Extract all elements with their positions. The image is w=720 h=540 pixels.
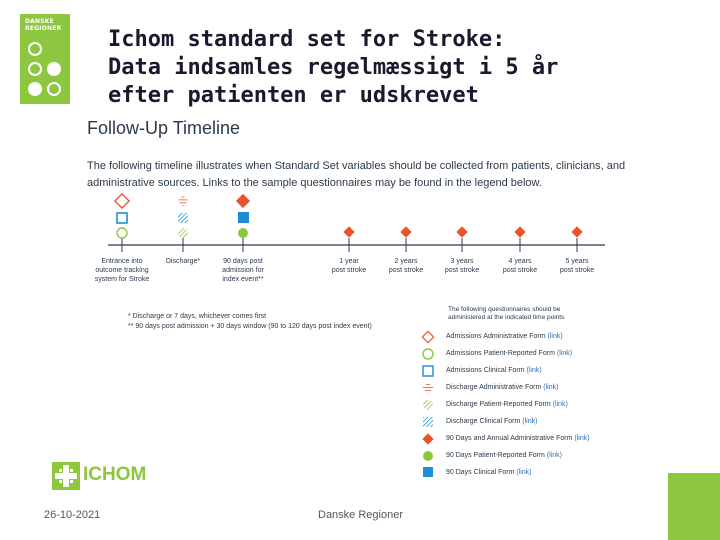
timeline-label: 5 years post stroke xyxy=(559,258,595,274)
legend-label: 90 Days Clinical Form xyxy=(446,469,515,476)
timeline-label: 2 years post stroke xyxy=(388,258,424,274)
title-line-2: Data indsamles regelmæssigt i 5 år xyxy=(108,55,559,80)
legend-intro: The following questionnaires should be administered at the indicated time points xyxy=(448,306,565,321)
ichom-wordmark: ICHOM xyxy=(83,464,147,485)
legend-label: Admissions Administrative Form xyxy=(446,333,546,340)
legend-item[interactable] xyxy=(446,350,572,357)
blue-square-outline-icon xyxy=(117,213,127,223)
legend-label: 90 Days and Annual Administrative Form xyxy=(446,435,573,442)
legend-link[interactable]: (link) xyxy=(516,469,532,476)
legend-item[interactable] xyxy=(446,367,542,374)
orange-diamond-outline-icon xyxy=(115,194,129,208)
timeline-note: * Discharge or 7 days, whichever comes first xyxy=(128,313,267,320)
legend-item[interactable] xyxy=(446,384,558,391)
orange-diamond-filled-icon xyxy=(236,194,250,208)
title-line-1: Ichom standard set for Stroke: xyxy=(108,27,506,52)
legend-link[interactable]: (link) xyxy=(574,435,590,442)
orange-diamond-outline-icon xyxy=(422,331,433,342)
orange-diamond-filled-icon xyxy=(343,226,354,237)
legend-item[interactable] xyxy=(446,333,563,340)
logo-line-2: REGIONER xyxy=(25,25,62,32)
timeline-label: Discharge* xyxy=(165,258,201,265)
legend-link[interactable]: (link) xyxy=(526,367,542,374)
timeline-notes xyxy=(128,312,372,332)
ichom-mark-icon xyxy=(52,462,80,490)
legend-link[interactable]: (link) xyxy=(546,452,562,459)
followup-intro: The following timeline illustrates when Standard Set variables should be collected from patients, clinicians, and administrative sources. Links to the sample questionnaires may be found in the legend below. xyxy=(87,160,626,189)
legend-label: Discharge Administrative Form xyxy=(446,384,542,391)
green-circle-hatched-icon xyxy=(178,228,188,238)
legend-label: Admissions Clinical Form xyxy=(446,367,525,374)
orange-diamond-filled-icon xyxy=(514,226,525,237)
green-circle-outline-icon xyxy=(423,349,433,359)
blue-square-filled-icon xyxy=(238,212,249,223)
timeline-label: 90 days post admission for index event** xyxy=(222,258,264,283)
orange-diamond-filled-icon xyxy=(456,226,467,237)
orange-diamond-filled-icon xyxy=(400,226,411,237)
timeline-label: 3 years post stroke xyxy=(444,258,480,274)
legend-item[interactable] xyxy=(446,435,590,442)
orange-diamond-filled-icon xyxy=(422,433,433,444)
timeline-note: ** 90 days post admission + 30 days window (90 to 120 days post index event) xyxy=(128,323,372,330)
title-line-3: efter patienten er udskrevet xyxy=(108,83,479,108)
orange-diamond-filled-icon xyxy=(571,226,582,237)
legend-label: Discharge Clinical Form xyxy=(446,418,521,425)
footer-organization: Danske Regioner xyxy=(318,509,403,521)
timeline-label: Entrance into outcome tracking system for Stroke xyxy=(94,258,150,283)
timeline-label: 4 years post stroke xyxy=(502,258,538,274)
legend-item[interactable] xyxy=(446,401,568,408)
blue-square-filled-icon xyxy=(423,467,433,477)
green-circle-hatched-icon xyxy=(423,400,433,410)
orange-diamond-hatched-icon xyxy=(177,195,188,206)
footer-date: 26-10-2021 xyxy=(44,509,101,521)
legend-link[interactable]: (link) xyxy=(547,333,563,340)
legend-link[interactable]: (link) xyxy=(552,401,568,408)
blue-square-hatched-icon xyxy=(178,213,188,223)
legend-label: Discharge Patient-Reported Form xyxy=(446,401,551,408)
blue-square-outline-icon xyxy=(423,366,433,376)
legend-link[interactable]: (link) xyxy=(556,350,573,357)
orange-diamond-hatched-icon xyxy=(422,382,433,393)
legend-link[interactable]: (link) xyxy=(522,418,538,425)
legend-item[interactable] xyxy=(446,469,532,476)
legend-label: Admissions Patient-Reported Form xyxy=(446,350,555,357)
legend-item[interactable] xyxy=(446,452,562,459)
corner-accent xyxy=(668,473,720,540)
logo-line-1: DANSKE xyxy=(25,18,54,25)
green-circle-outline-icon xyxy=(117,228,127,238)
green-circle-filled-icon xyxy=(423,451,433,461)
legend-item[interactable] xyxy=(446,418,537,425)
timeline-label: 1 year post stroke xyxy=(331,258,367,274)
blue-square-hatched-icon xyxy=(423,417,433,427)
green-circle-filled-icon xyxy=(238,228,248,238)
followup-heading: Follow-Up Timeline xyxy=(87,118,241,138)
legend-label: 90 Days Patient-Reported Form xyxy=(446,452,545,459)
legend-link[interactable]: (link) xyxy=(543,384,559,391)
